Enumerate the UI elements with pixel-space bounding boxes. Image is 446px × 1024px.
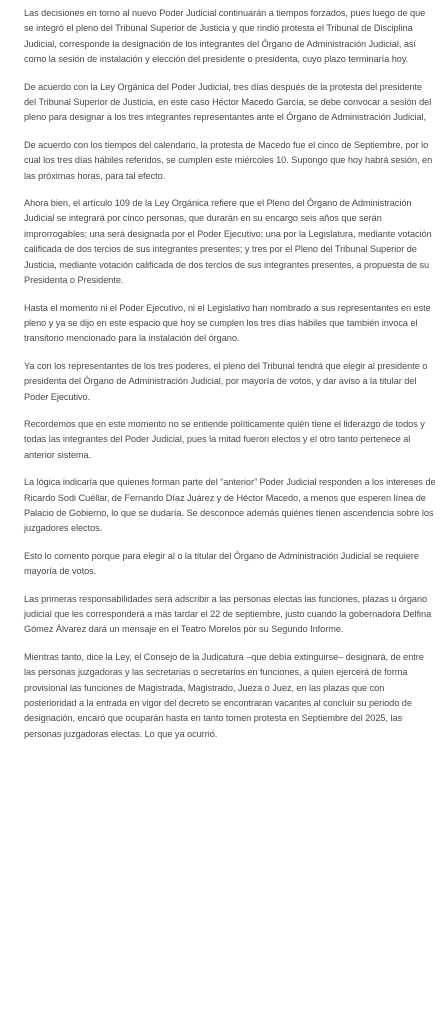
paragraph: Mientras tanto, dice la Ley, el Consejo de la Judicatura –que debía extinguirse– designará, de entre las personas juzgadoras y las secretarias o secretarios en funciones, a quien ejercerá de forma provisional las funciones de Magistrada, Magistrado, Jueza o Juez, en las plazas que con posterioridad a la entrada en vigor del decreto se encontraran vacantes al concluir su periodo de designación, encaró que ocuparán hasta en tanto tomen protesta en Septiembre del 2025, las personas juzgadoras electas. Lo que ya ocurrió. bbox=[24, 651, 424, 739]
paragraph: Ahora bien, el artículo 109 de la Ley Orgánica refiere que el Pleno del Órgano de Administración Judicial se integrará por cinco personas, que durarán en su encargo seis años que serán improrrogables; una será designada por el Poder Ejecutivo; una por la Legislatura, mediante votación calificada de dos tercios de sus integrantes presentes; y tres por el Pleno del Tribunal Superior de Justicia, mediante votación calificada de dos tercios de sus integrantes presentes, a propuesta de su Presidenta o Presidente. bbox=[24, 198, 432, 286]
paragraph: Las primeras responsabilidades será adscribir a las personas electas las funciones, plazas u órgano judicial que les corresponderá a más tardar el 22 de septiembre, justo cuando la gobernadora Delfina Gómez Álvarez dará un mensaje en el Teatro Morelos por su Segundo Informe. bbox=[24, 593, 432, 635]
paragraph: Hasta el momento ni el Poder Ejecutivo, ni el Legislativo han nombrado a sus representantes en este pleno y ya se dijo en este espacio que hoy se cumplen los tres días hábiles que también invoca el transitorio mencionado para la instalación del órgano. bbox=[24, 302, 431, 344]
paragraph: Esto lo comento porque para elegir al o la titular del Órgano de Administración Judicial se requiere mayoría de votos. bbox=[24, 550, 419, 577]
paragraph: De acuerdo con los tiempos del calendario, la protesta de Macedo fue el cinco de Septiembre, por lo cual los tres días hábiles referidos, se cumplen este miércoles 10. Supongo que hoy habrá sesión, en las próximas horas, para tal efecto. bbox=[24, 139, 433, 181]
paragraph: La lógica indicaría que quienes forman parte del “anterior” Poder Judicial responden a los intereses de Ricardo Sodi Cuéllar, de Fernando Díaz Juárez y de Héctor Macedo, a menos que esperen línea de Palacio de Gobierno, lo que se dudaría. Se desconoce además quiénes tienen ascendencia sobre los juzgadores electos. bbox=[24, 477, 436, 534]
paragraph: Las decisiones en torno al nuevo Poder Judicial continuarán a tiempos forzados, pues luego de que se integró el pleno del Tribunal Superior de Justicia y que rindió protesta el Tribunal de Disciplina Judicial, corresponde la designación de los integrantes del Órgano de Administración Judicial, así como la sesión de instalación y elección del presidente o presidenta, cuyo plazo terminaría hoy. bbox=[24, 8, 426, 65]
paragraph: De acuerdo con la Ley Orgánica del Poder Judicial, tres días después de la protesta del presidente del Tribunal Superior de Justicia, en este caso Héctor Macedo García, se debe convocar a sesión del pleno para designar a los tres integrantes representantes ante el Órgano de Administración Judicial, bbox=[24, 81, 432, 123]
paragraph: Recordemos que en este momento no se entiende políticamente quién tiene el liderazgo de todos y todas las integrantes del Poder Judicial, pues la mitad fueron electos y el otro tanto pertenece al anterior sistema. bbox=[24, 418, 425, 460]
paragraph: Ya con los representantes de los tres poderes, el pleno del Tribunal tendrá que elegir al presidente o presidenta del Órgano de Administración Judicial, por mayoría de votos, y dar aviso a la titular del Poder Ejecutivo. bbox=[24, 360, 428, 402]
